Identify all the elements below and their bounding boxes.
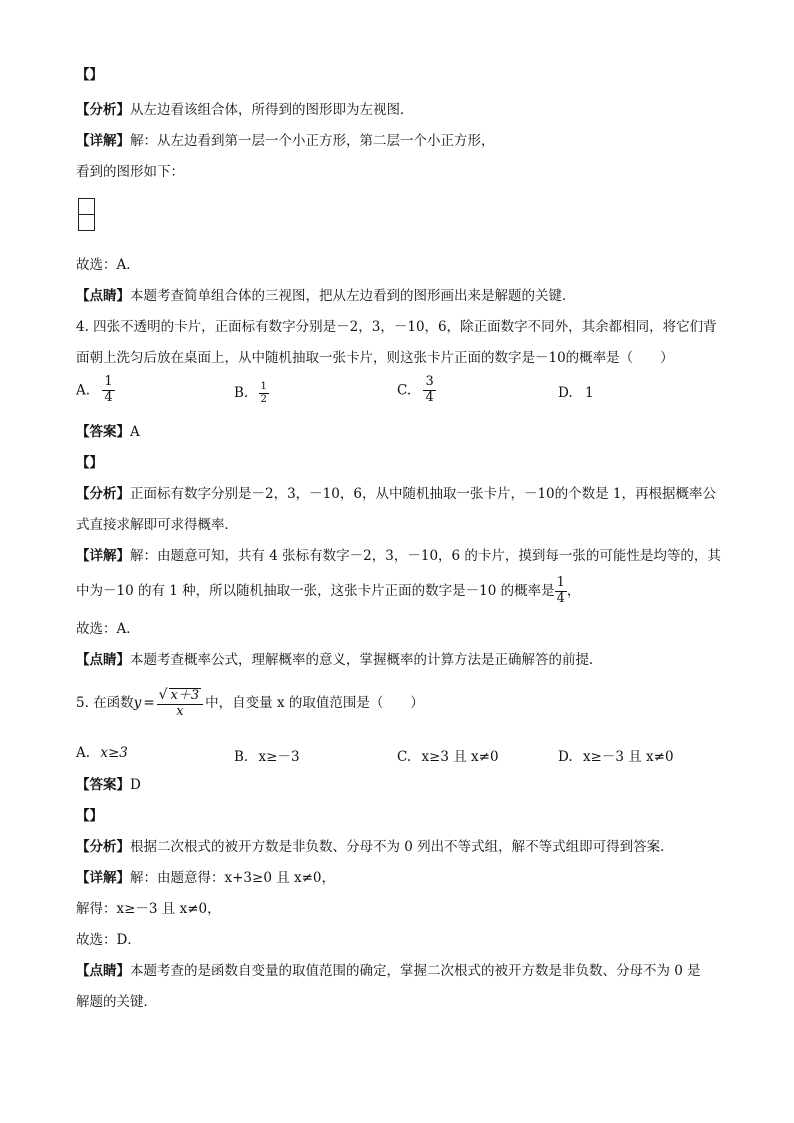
q5-option-c <box>397 745 499 765</box>
label: A. <box>76 745 91 761</box>
detail-4-cont <box>76 573 580 609</box>
choice-3: 故选：A． <box>76 257 140 273</box>
label: C. <box>397 749 412 765</box>
detail-5 <box>76 869 335 887</box>
text: 解：由题意得：x+3≥0 且 x≠0， <box>130 870 336 886</box>
q4-option-a <box>76 375 115 406</box>
q5-fraction <box>157 687 204 720</box>
tag: 【分析】 <box>76 102 130 118</box>
detail-3 <box>76 132 495 150</box>
tag: 【详解】 <box>76 548 130 564</box>
denominator: 2 <box>260 393 267 405</box>
tag: 【分析】 <box>76 839 130 855</box>
fraction <box>423 375 435 406</box>
analysis-4 <box>76 485 716 503</box>
text: 根据二次根式的被开方数是非负数、分母不为 0 列出不等式组，解不等式组即可得到答案． <box>130 839 674 855</box>
tag: 【点睛】 <box>76 288 130 304</box>
numerator: 3 <box>425 374 434 389</box>
q4-option-c <box>397 375 436 406</box>
comment-4 <box>76 651 603 669</box>
value: x≥3 且 x≠0 <box>421 749 499 765</box>
numerator: 1 <box>260 381 267 392</box>
text: 从左边看该组合体，所得到的图形即为左视图． <box>130 102 414 118</box>
fraction <box>102 375 114 406</box>
text: 本题考查的是函数自变量的取值范围的确定，掌握二次根式的被开方数是非负数、分母不为 0 是 <box>130 963 701 979</box>
left-view-square-bottom <box>78 214 95 231</box>
comment-5-cont: 解题的关键． <box>76 994 157 1010</box>
text: A <box>130 424 140 440</box>
denominator: x <box>157 704 204 720</box>
question-5 <box>76 683 424 723</box>
q5-option-b <box>234 745 300 765</box>
tag: 【答案】 <box>76 424 130 440</box>
value: x≥3 <box>100 745 128 761</box>
tag: 【点睛】 <box>76 652 130 668</box>
sqrt-icon: √ <box>158 687 168 704</box>
tag: 【详解】 <box>76 870 130 886</box>
label: B. <box>234 385 249 401</box>
analysis-3 <box>76 101 414 119</box>
tag: 【详解】 <box>76 133 130 149</box>
comma: ， <box>566 583 581 599</box>
bracket-empty-1: 【】 <box>76 67 103 83</box>
comment-3 <box>76 287 576 305</box>
choice-5: 故选：D． <box>76 932 141 948</box>
left-view-square-top <box>78 198 95 215</box>
radicand: x＋3 <box>170 688 200 704</box>
q5-option-d <box>558 745 674 765</box>
q5-option-a <box>76 745 128 761</box>
answer-5 <box>76 776 141 794</box>
denominator: 4 <box>104 389 113 405</box>
numerator: 1 <box>104 374 113 389</box>
text: 解：由题意可知，共有 4 张标有数字－2，3，－10，6 的卡片，摸到每一张的可能性是均等的，其 <box>130 548 721 564</box>
label: C. <box>397 382 412 399</box>
text: 解：从左边看到第一层一个小正方形，第二层一个小正方形， <box>130 133 495 149</box>
tag: 【分析】 <box>76 486 130 502</box>
bracket-empty-2: 【】 <box>76 455 103 471</box>
analysis-4-cont: 式直接求解即可求得概率． <box>76 517 238 533</box>
numerator <box>157 687 204 704</box>
answer-4 <box>76 423 140 441</box>
choice-4: 故选：A． <box>76 621 140 637</box>
text: 中为－10 的有 1 种，所以随机抽取一张，这张卡片正面的数字是－10 的概率是 <box>76 583 555 599</box>
solve-5: 解得：x≥－3 且 x≠0， <box>76 901 221 917</box>
tag: 【答案】 <box>76 777 130 793</box>
equals: = <box>143 695 155 711</box>
figure-caption: 看到的图形如下： <box>76 164 184 180</box>
label: D. <box>558 749 573 765</box>
bracket-empty-3: 【】 <box>76 808 103 824</box>
question-4-line2: 面朝上洗匀后放在桌面上，从中随机抽取一张卡片，则这张卡片正面的数字是－10的概率是（ ） <box>76 350 674 366</box>
comment-5 <box>76 962 701 980</box>
denominator: 4 <box>556 591 565 606</box>
text-2: 中，自变量 x 的取值范围是（ ） <box>205 695 424 711</box>
text: 正面标有数字分别是－2，3，－10，6，从中随机抽取一张卡片，－10的个数是 1，再根据概率公 <box>130 486 717 502</box>
label: B. <box>234 749 249 765</box>
q4-option-d <box>558 385 594 401</box>
detail-4 <box>76 547 721 565</box>
numerator: 1 <box>556 575 565 591</box>
text: 本题考查简单组合体的三视图，把从左边看到的图形画出来是解题的关键． <box>130 288 576 304</box>
q4-option-b <box>234 381 269 405</box>
value: x≥－3 <box>258 749 300 765</box>
func-y: y <box>133 695 142 711</box>
text: 本题考查概率公式，理解概率的意义，掌握概率的计算方法是正确解答的前提． <box>130 652 603 668</box>
text: 5. 在函数 <box>76 695 134 711</box>
denominator: 4 <box>425 389 434 405</box>
fraction-1-4 <box>555 576 567 607</box>
text: D <box>130 777 141 793</box>
tag: 【点睛】 <box>76 963 130 979</box>
fraction <box>259 381 269 405</box>
question-4-line1: 4. 四张不透明的卡片，正面标有数字分别是－2，3，－10，6，除正面数字不同外，其余都相同，将它们背 <box>76 319 717 335</box>
label: A. <box>76 382 91 399</box>
analysis-5 <box>76 838 674 856</box>
value: x≥－3 且 x≠0 <box>582 749 674 765</box>
label: D. <box>558 385 573 401</box>
value: 1 <box>584 385 594 401</box>
